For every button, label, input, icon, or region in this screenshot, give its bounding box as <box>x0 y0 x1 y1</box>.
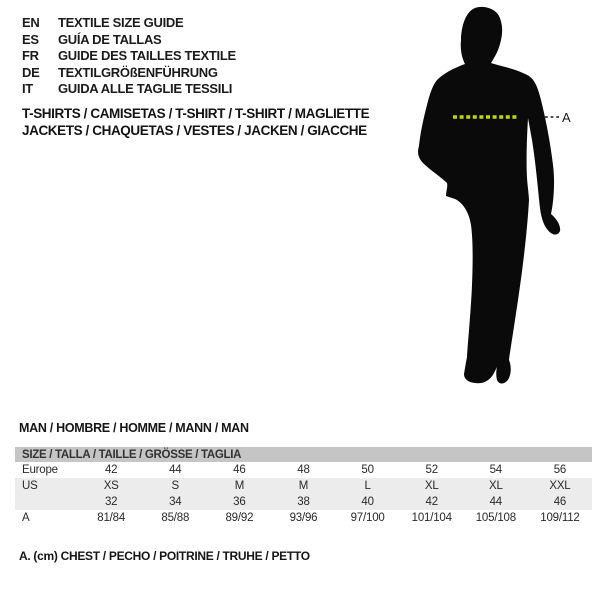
language-row <box>22 32 236 49</box>
garment-categories <box>22 105 369 139</box>
cell: 48 <box>297 464 310 476</box>
row-label <box>15 494 79 510</box>
cell: 32 <box>79 494 143 510</box>
language-label: TEXTILE SIZE GUIDE <box>58 15 184 30</box>
language-row <box>22 15 236 32</box>
cell: XS <box>79 478 143 494</box>
language-row <box>22 48 236 65</box>
cell: 40 <box>336 494 400 510</box>
cell: 46 <box>233 464 246 476</box>
cell: 50 <box>361 464 374 476</box>
row-label: A <box>22 512 30 524</box>
cell: 109/112 <box>540 512 580 524</box>
measure-label-a: A <box>562 110 571 125</box>
category-line-jackets: JACKETS / CHAQUETAS / VESTES / JACKEN / GIACCHE <box>22 123 367 138</box>
cell: 101/104 <box>411 512 452 524</box>
language-code: DE <box>22 64 40 80</box>
language-code: IT <box>22 81 33 96</box>
language-row <box>22 65 236 82</box>
cell: 52 <box>425 464 438 476</box>
language-label: GUIDE DES TAILLES TEXTILE <box>58 48 236 63</box>
language-label: GUÍA DE TALLAS <box>58 31 162 47</box>
cell: 89/92 <box>225 512 254 524</box>
language-code: ES <box>22 31 39 47</box>
measurement-footnote: A. (cm) CHEST / PECHO / POITRINE / TRUHE / PETTO <box>19 549 310 563</box>
table-row-europe <box>15 462 592 478</box>
section-title-man: MAN / HOMBRE / HOMME / MANN / MAN <box>19 421 249 435</box>
man-silhouette-figure <box>400 0 575 395</box>
cell: L <box>336 478 400 494</box>
table-row-us <box>15 478 592 494</box>
cell: 38 <box>271 494 335 510</box>
cell: XL <box>464 478 528 494</box>
cell: 54 <box>489 464 503 476</box>
language-row <box>22 81 236 98</box>
row-label: Europe <box>22 464 58 476</box>
row-label: US <box>15 478 79 494</box>
cell: 44 <box>464 494 528 510</box>
cell: M <box>207 478 271 494</box>
language-label: TEXTILGRÖßENFÜHRUNG <box>58 64 218 80</box>
language-label: GUIDA ALLE TAGLIE TESSILI <box>58 81 233 96</box>
language-code: EN <box>22 15 40 30</box>
cell: 36 <box>207 494 271 510</box>
cell: 105/108 <box>475 512 516 524</box>
cell: 81/84 <box>97 512 126 524</box>
cell: 93/96 <box>289 512 318 524</box>
cell: 44 <box>169 464 182 476</box>
cell: 42 <box>400 494 464 510</box>
size-table-header-row <box>15 447 592 462</box>
cell: 56 <box>553 464 567 476</box>
cell: XXL <box>528 478 592 494</box>
cell: XL <box>400 478 464 494</box>
language-code: FR <box>22 48 39 63</box>
language-guide-list <box>22 15 236 98</box>
category-line-tshirts: T-SHIRTS / CAMISETAS / T-SHIRT / T-SHIRT / MAGLIETTE <box>22 106 370 121</box>
cell: 85/88 <box>161 512 190 524</box>
table-row-numeric <box>15 494 592 510</box>
man-silhouette <box>418 7 560 384</box>
cell: S <box>143 478 207 494</box>
cell: 97/100 <box>350 512 385 524</box>
cell: 34 <box>143 494 207 510</box>
cell: M <box>271 478 335 494</box>
cell: 46 <box>528 494 592 510</box>
size-table <box>15 447 592 526</box>
size-table-header: SIZE / TALLA / TAILLE / GRÖSSE / TAGLIA <box>15 447 592 462</box>
table-row-chest-cm <box>15 510 592 526</box>
cell: 42 <box>104 464 118 476</box>
